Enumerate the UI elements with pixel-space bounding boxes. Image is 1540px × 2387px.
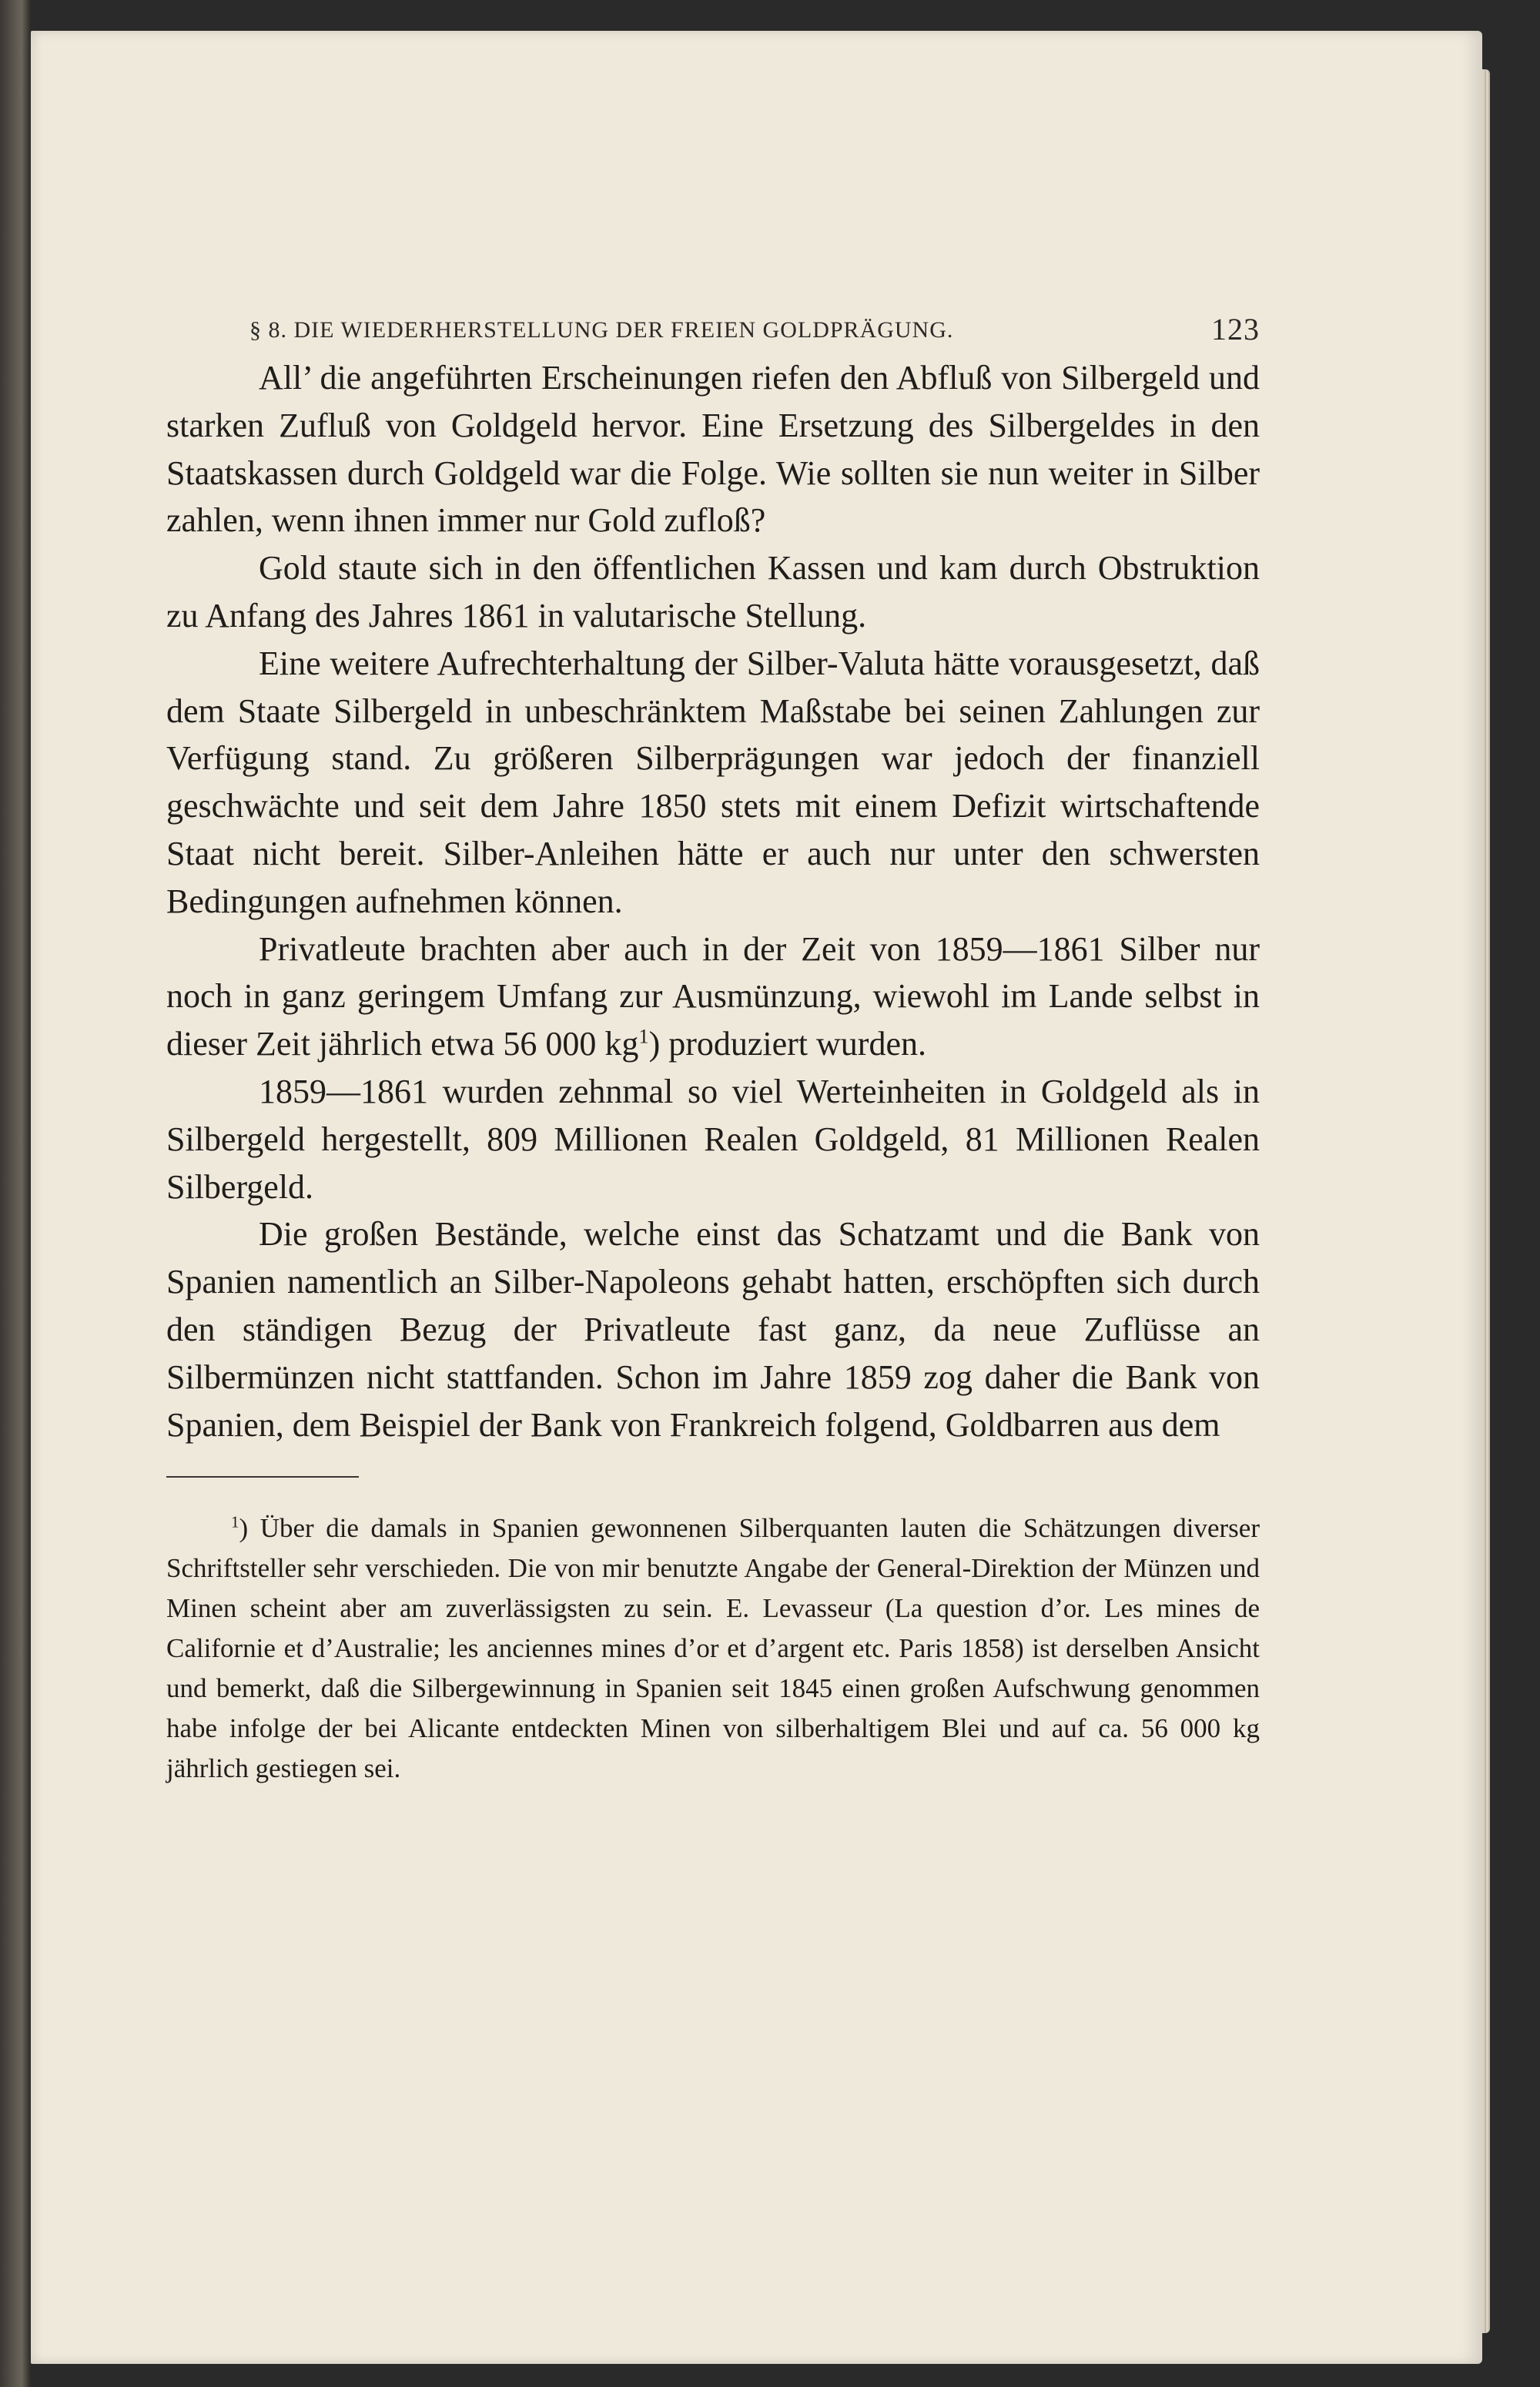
footnote xyxy=(166,1508,1260,1789)
paragraph-4-tail: ) produziert wurden. xyxy=(648,1025,926,1063)
footnote-marker: 1 xyxy=(231,1512,239,1532)
paragraph-4-text: Privatleute brachten aber auch in der Zeit von 1859—1861 Silber nur noch in ganz geringem Umfang zur Ausmünzung, wiewohl im Lande selbst in dieser Zeit jährlich etwa 56 000 kg xyxy=(166,929,1260,1063)
paragraph-6: Die großen Bestände, welche einst das Schatzamt und die Bank von Spanien namentlich an Silber-Napoleons gehabt hatten, erschöpften sich durch den ständigen Bezug der Privatleute fast ganz, da neue Zuflüsse an Silbermünzen nicht stattfanden. Schon im Jahre 1859 zog daher die Bank von Spanien, dem Beispiel der Bank von Frankreich folgend, Goldbarren aus dem xyxy=(166,1215,1260,1444)
adjacent-page-edge xyxy=(0,0,31,2387)
paragraph-5: 1859—1861 wurden zehnmal so viel Werteinheiten in Goldgeld als in Silbergeld hergestellt, 809 Millionen Realen Goldgeld, 81 Millionen Realen Silbergeld. xyxy=(166,1072,1260,1206)
paragraph-3: Eine weitere Aufrechterhaltung der Silber-Valuta hätte vorausgesetzt, daß dem Staate Silbergeld in unbeschränktem Maßstabe bei seinen Zahlungen zur Verfügung stand. Zu größeren Silberprägungen war jedoch der finanziell geschwächte und seit dem Jahre 1850 stets mit einem Defizit wirtschaftende Staat nicht bereit. Silber-Anleihen hätte er auch nur unter den schwersten Bedingungen aufnehmen können. xyxy=(166,644,1260,920)
body-text xyxy=(166,354,1260,1448)
book-page xyxy=(31,31,1482,2364)
footnote-text: ) Über die damals in Spanien gewonnenen Silberquanten lauten die Schätzungen diverser Schriftsteller sehr verschieden. Die von mir benutzte Angabe der General-Direktion der Münzen und Minen scheint aber am zuverlässigsten zu sein. E. Levasseur (La question d’or. Les mines de Californie et d’Australie; les anciennes mines d’or et d’argent etc. Paris 1858) ist derselben Ansicht und bemerkt, daß die Silbergewinnung in Spanien seit 1845 einen großen Aufschwung genommen habe infolge der bei Alicante entdeckten Minen von silberhaltigem Blei und auf ca. 56 000 kg jährlich gestiegen sei. xyxy=(166,1513,1260,1784)
footnote-divider xyxy=(166,1476,359,1478)
page-content xyxy=(166,285,1260,1789)
page-number: 123 xyxy=(1211,312,1260,346)
paragraph-4 xyxy=(166,926,1260,1068)
running-head-title: § 8. DIE WIEDERHERSTELLUNG DER FREIEN GOLDPRÄGUNG. xyxy=(249,317,954,343)
running-head xyxy=(166,285,1260,354)
paragraph-2: Gold staute sich in den öffentlichen Kassen und kam durch Obstruktion zu Anfang des Jahres 1861 in valutarische Stellung. xyxy=(166,549,1260,634)
paragraph-1: All’ die angeführten Erscheinungen riefen den Abfluß von Silbergeld und starken Zufluß von Goldgeld hervor. Eine Ersetzung des Silbergeldes in den Staatskassen durch Goldgeld war die Folge. Wie sollten sie nun weiter in Silber zahlen, wenn ihnen immer nur Gold zufloß? xyxy=(166,359,1260,540)
footnote-reference: 1 xyxy=(638,1024,649,1048)
